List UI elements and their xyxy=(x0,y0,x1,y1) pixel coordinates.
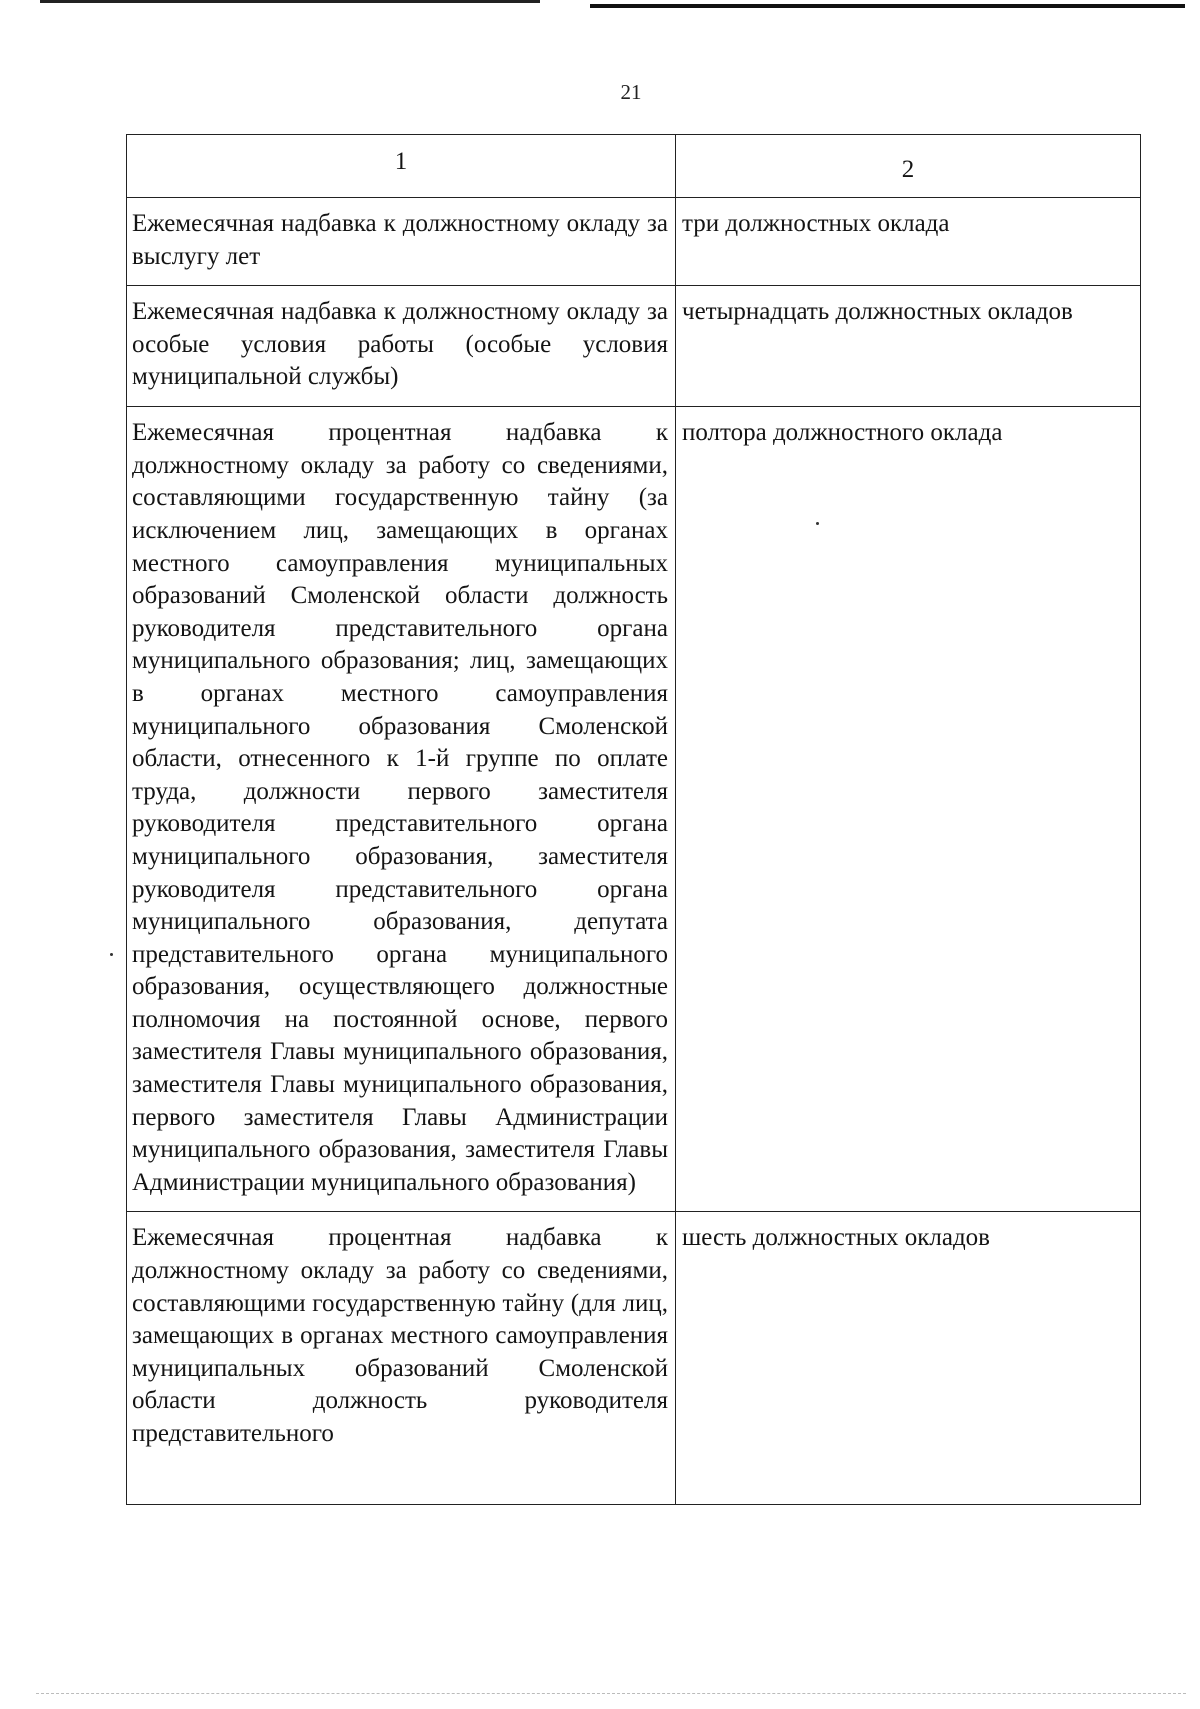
row-description: Ежемесячная надбавка к должностному окладу за особые условия работы (особые условия муниципальной службы) xyxy=(127,286,676,407)
table-row xyxy=(127,286,1141,407)
scan-speck xyxy=(816,522,819,525)
table-row xyxy=(127,1212,1141,1505)
row-description: Ежемесячная процентная надбавка к должностному окладу за работу со сведениями, составляющими государственную тайну (для лиц, замещающих в органах местного самоуправления муниципальных образований Смоленской области должность руководителя представительного xyxy=(127,1212,676,1505)
table-header-row xyxy=(127,135,1141,198)
scan-bottom-edge xyxy=(36,1693,1186,1695)
scan-speck xyxy=(110,953,113,956)
page-number: 21 xyxy=(620,80,642,104)
row-description: Ежемесячная надбавка к должностному окладу за выслугу лет xyxy=(127,198,676,286)
table-row xyxy=(127,407,1141,1212)
scan-edge-line-right xyxy=(590,4,1185,8)
row-description: Ежемесячная процентная надбавка к должностному окладу за работу со сведениями, составляющими государственную тайну (за исключением лиц, замещающих в органах местного самоуправления муниципальных образований Смоленской области должность руководителя представительного органа муниципального образования; лиц, замещающих в органах местного самоуправления муниципального образования Смоленской области, отнесенного к 1-й группе по оплате труда, должности первого заместителя руководителя представительного органа муниципального образования, заместителя руководителя представительного органа муниципального образования, депутата представительного органа муниципального образования, осуществляющего должностные полномочия на постоянной основе, первого заместителя Главы муниципального образования, заместителя Главы муниципального образования, первого заместителя Главы Администрации муниципального образования, заместителя Главы Администрации муниципального образования) xyxy=(127,407,676,1212)
allowances-table xyxy=(126,134,1141,1505)
row-value: три должностных оклада xyxy=(676,198,1141,286)
row-value: четырнадцать должностных окладов xyxy=(676,286,1141,407)
column-header-1: 1 xyxy=(127,135,676,198)
scan-edge-line-left xyxy=(40,0,540,3)
column-header-2: 2 xyxy=(676,135,1141,198)
row-value: шесть должностных окладов xyxy=(676,1212,1141,1505)
row-value: полтора должностного оклада xyxy=(676,407,1141,1212)
table-row xyxy=(127,198,1141,286)
